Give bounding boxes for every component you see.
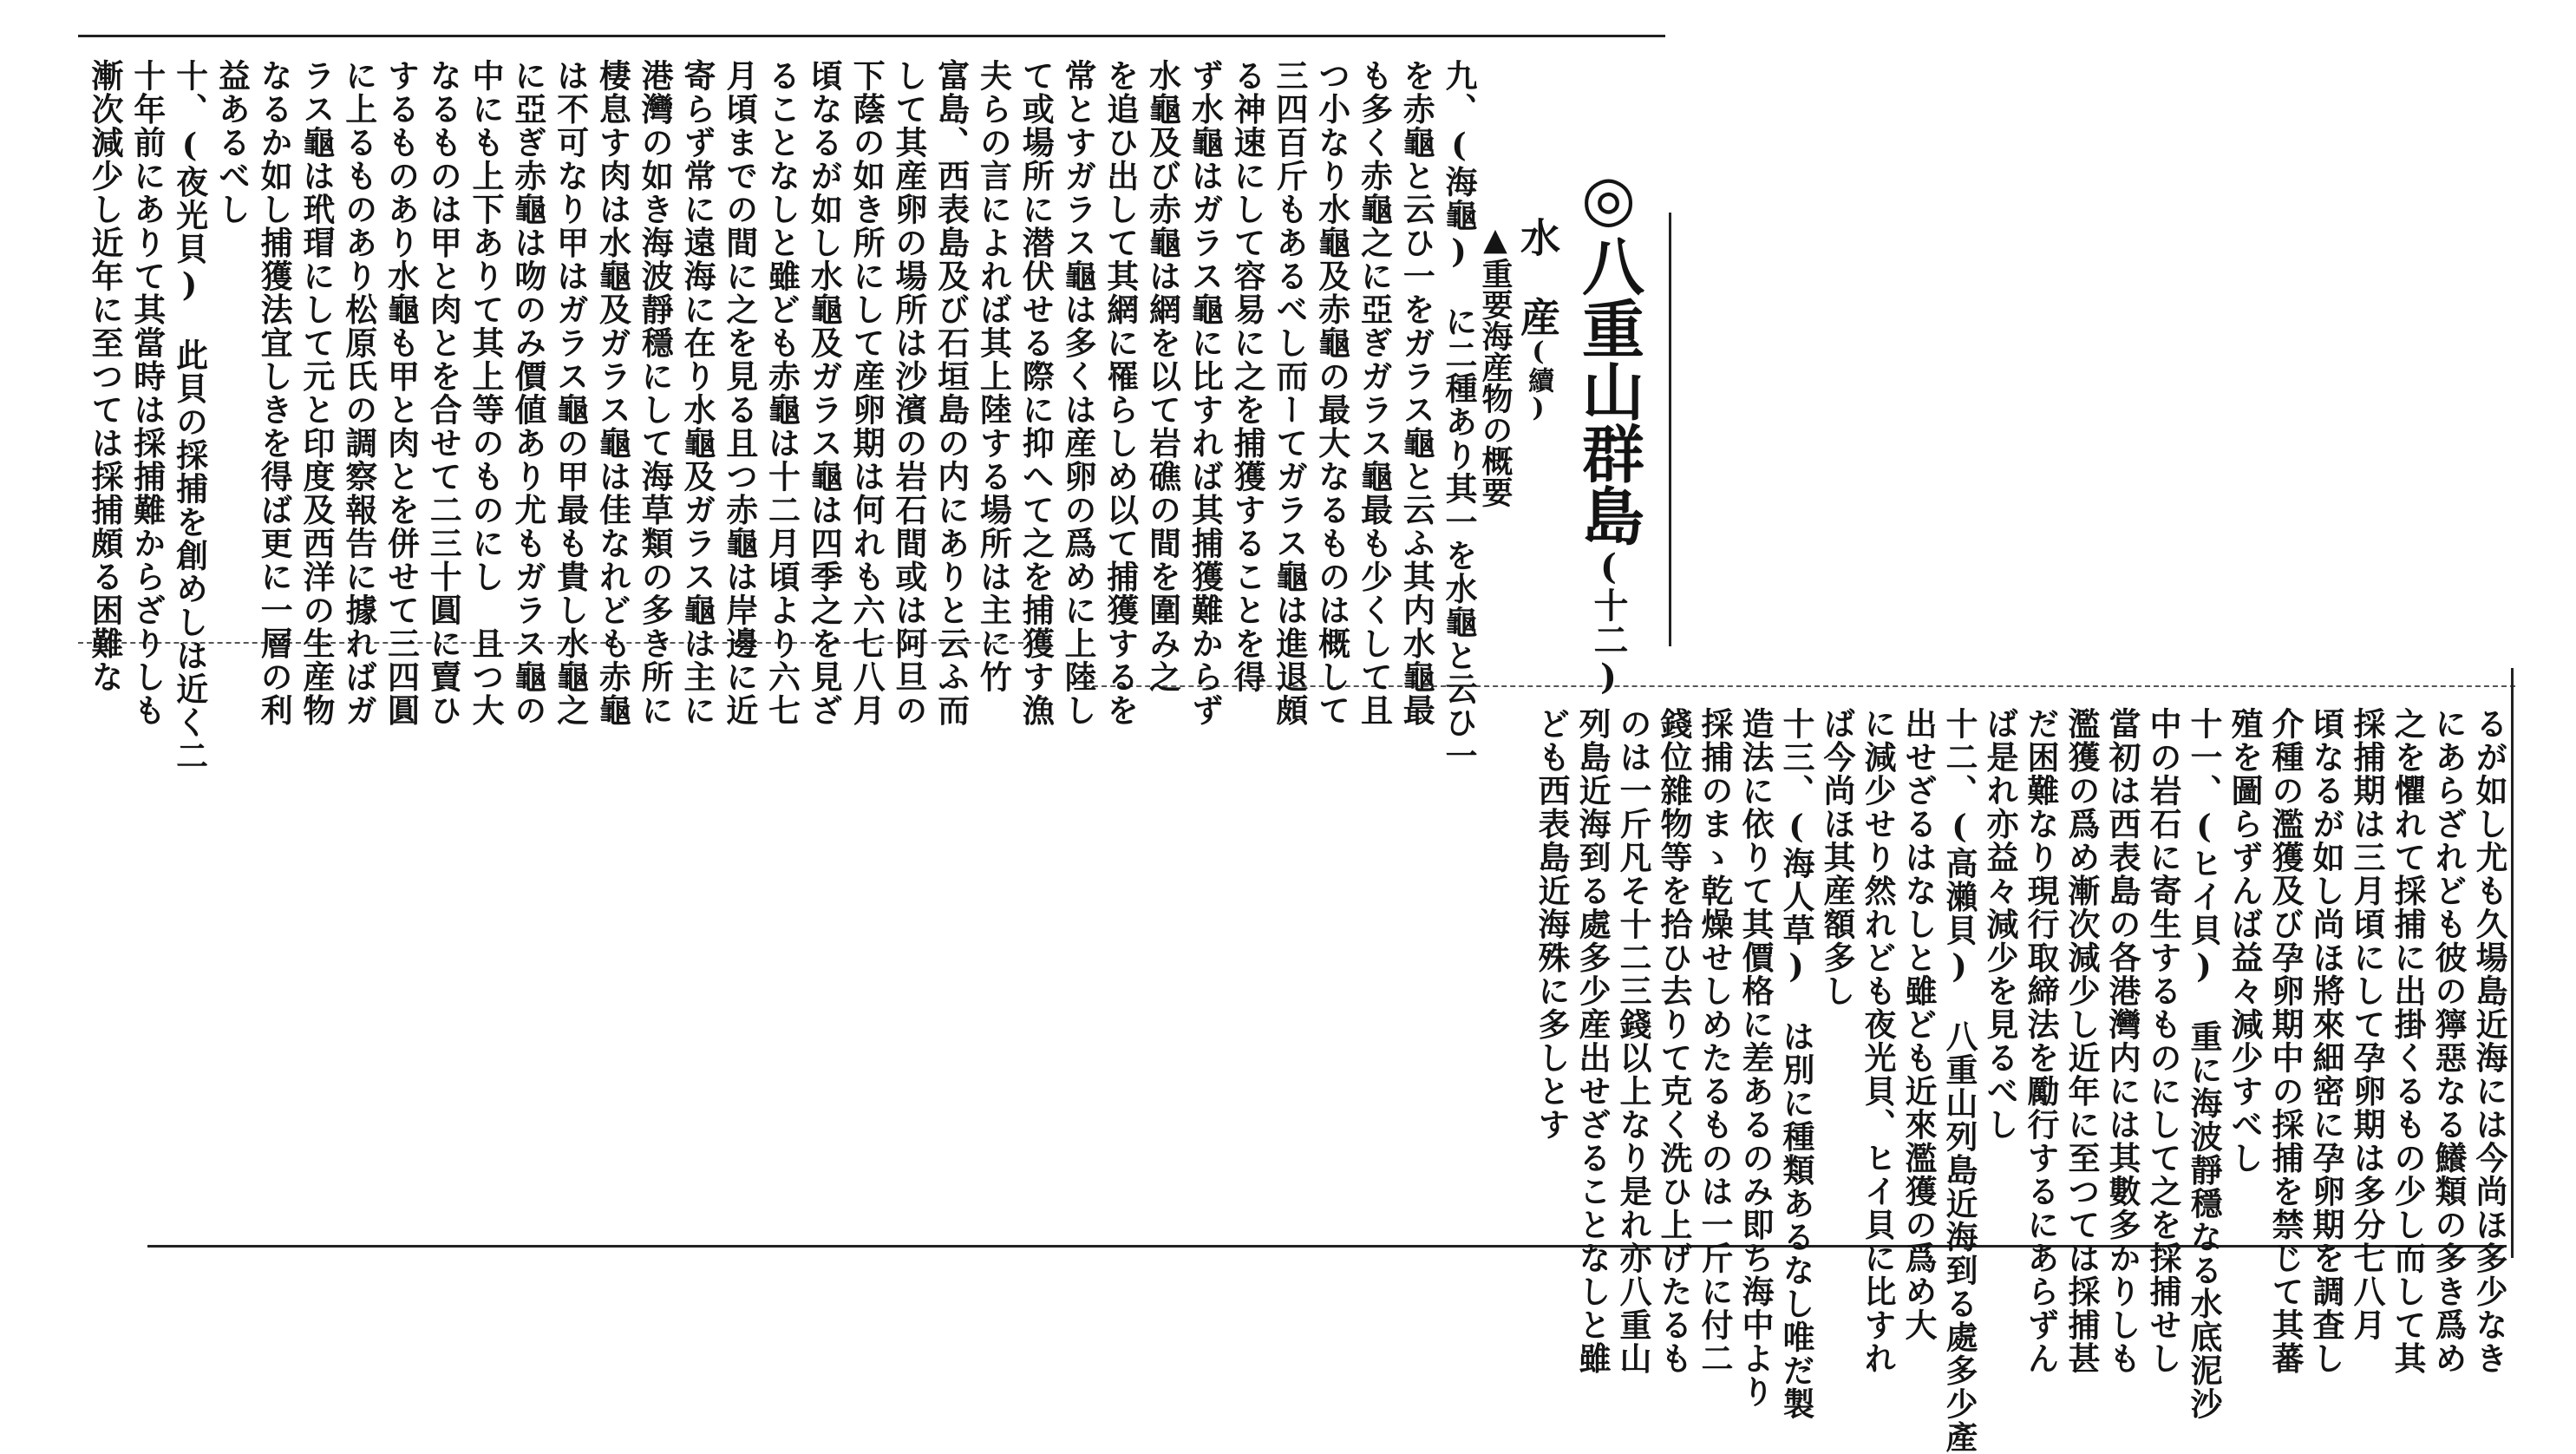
text-column: 十年前にありて其當時は採捕難からざりしも (127, 59, 167, 727)
text-column: ども西表島近海殊に多しとす (1533, 707, 1571, 1142)
text-column: 港灣の如き海波靜穩にして海草類の多き所に (636, 59, 675, 727)
text-column: 棲息す肉は水龜及ガラス龜は佳なれども赤龜 (593, 59, 632, 727)
text-column: 漸次減少し近年に至つては採捕頗る困難な (86, 59, 124, 694)
text-column: 造法に依りて其價格に差あるのみ即ち海中より (1736, 707, 1775, 1409)
text-column: ることなしと雖ども赤龜は十二月頃より六七 (762, 59, 801, 727)
text-column: 常とすガラス龜は多くは産卵の爲めに上陸し (1058, 59, 1097, 727)
text-column: ラス龜は玳瑁にして元と印度及西洋の生産物 (297, 59, 336, 727)
text-column: 三四百斤もあるべし而ーてガラス龜は進退頗 (1270, 59, 1309, 727)
text-column: に上るものあり松原氏の調察報告に據ればガ (339, 59, 378, 727)
article-title (1572, 160, 1645, 698)
text-column: 十三、(海人草) は別に種類あるなし唯だ製 (1777, 707, 1815, 1421)
text-column: なるものは甲と肉とを合せて二三十圓に賣ひ (424, 59, 463, 727)
text-column: は不可なり甲はガラス龜の甲最も貴し水龜之 (551, 59, 590, 727)
text-column: を追ひ出して其網に罹らしめ以て捕獲するを (1101, 59, 1140, 727)
top-rule-left (78, 35, 1665, 37)
text-column: 富島、西表島及び石垣島の内にありと云ふ而 (932, 59, 971, 727)
text-column: にあらざれども彼の獰惡なる鱶類の多き爲め (2429, 707, 2468, 1375)
right-article-block (1527, 707, 2508, 1454)
text-column: を赤龜と云ひ一をガラス龜と云ふ其内水龜最 (1397, 59, 1436, 727)
text-column: のは一斤凡そ十二三錢以上なり是れ亦八重山 (1614, 707, 1652, 1375)
text-column: つ小なり水龜及赤龜の最大なるものは概して (1312, 59, 1351, 727)
text-column: ば今尚ほ其産額多し (1818, 707, 1856, 1008)
text-column: 頃なるが如し水龜及ガラス龜は四季之を見ざ (805, 59, 844, 727)
text-column: 濫獲の爲め漸次減少し近年に至つては採捕甚 (2063, 707, 2101, 1375)
text-column: 列島近海到る處多少産出せざることなしと雖 (1573, 707, 1612, 1375)
text-column: 頃なるが如し尚ほ將來細密に孕卵期を調査し (2307, 707, 2345, 1375)
right-edge-rule (2511, 668, 2514, 1258)
text-column: 介種の濫獲及び孕卵期中の採捕を禁じて其蕃 (2266, 707, 2305, 1375)
text-column: 採捕期は三月頃にして孕卵期は多分七八月 (2348, 707, 2386, 1342)
text-column: 殖を圖らずんば益々減少すべし (2226, 707, 2264, 1175)
subheading: ▲重要海産物の概要 (1477, 221, 1514, 508)
text-column: 水龜及び赤龜は網を以て岩礁の間を圍み之 (1143, 59, 1182, 694)
text-column: て或場所に潜伏せる際に抑へて之を捕獲す漁 (1017, 59, 1056, 727)
text-column: 當初は西表島の各港灣内には其數多かりしも (2103, 707, 2141, 1375)
text-column: 十二、(高瀨貝) 八重山列島近海到る處多少產 (1940, 707, 1978, 1454)
text-column: 中の岩石に寄生するものにして之を採捕せし (2144, 707, 2182, 1375)
text-column: なるか如し捕獲法宜しきを得ば更に一層の利 (255, 59, 294, 727)
text-column: 九、(海龜) に二種あり其一を水龜と云ひ一 (1440, 59, 1478, 773)
text-column: る神速にして容易に之を捕獲することを得 (1228, 59, 1267, 694)
text-column: も多く赤龜之に亞ぎガラス龜最も少くして且 (1355, 59, 1394, 727)
text-column: 錢位雜物等を拾ひ去りて克く洗ひ上げたるも (1655, 707, 1693, 1375)
text-column: するものあり水龜も甲と肉とを併せて三四圓 (382, 59, 421, 727)
text-column: ば是れ亦益々減少を見るべし (1981, 707, 2019, 1142)
text-column: 十一、(ヒイ貝) 重に海波靜穩なる水底泥沙 (2185, 707, 2223, 1421)
text-column: 中にも上下ありて其上等のものにし 且つ大 (467, 59, 506, 727)
text-column: 十、(夜光貝) 此貝の採捕を創めしは近く二 (170, 59, 209, 773)
text-column: だ困難なり現行取締法を勵行するにあらずん (2022, 707, 2060, 1375)
title-divider-rule (1669, 213, 1671, 646)
text-column: るが如し尤も久場島近海には今尚ほ多少なき (2470, 707, 2508, 1375)
text-column: 下蔭の如き所にして産卵期は何れも六七八月 (847, 59, 886, 727)
text-column: ず水龜はガラス龜に比すれば其捕獲難からず (1186, 59, 1225, 727)
text-column: 採捕のまゝ乾燥せしめたるものは一斤に付二 (1696, 707, 1734, 1375)
text-column: 之を懼れて採捕に出掛くるもの少し而して其 (2389, 707, 2427, 1375)
article-title-text: ◎八重山群島 (1572, 160, 1645, 547)
section-heading (1514, 217, 1561, 423)
text-column: 月頃までの間に之を見る且つ赤龜は岸邊に近 (720, 59, 759, 727)
text-column: 寄らず常に遠海に在り水龜及ガラス龜は主に (677, 59, 716, 727)
section-heading-text: 水 産 (1514, 217, 1561, 337)
text-column: に減少せり然れども夜光貝、ヒイ貝に比すれ (1859, 707, 1897, 1375)
left-article-block (78, 59, 1478, 773)
section-continued-note: (續) (1523, 337, 1553, 423)
text-column: に亞ぎ赤龜は吻のみ價値あり尤もガラス龜の (508, 59, 547, 727)
article-title-number: (十二) (1588, 547, 1629, 698)
text-column: して其産卵の場所は沙濱の岩石間或は阿旦の (889, 59, 928, 727)
text-column: 益あるべし (212, 59, 252, 226)
text-column: 出せざるはなしと雖ども近來濫獲の爲め大 (1899, 707, 1938, 1342)
text-column: 夫らの言によれば其上陸する場所は主に竹 (974, 59, 1013, 694)
